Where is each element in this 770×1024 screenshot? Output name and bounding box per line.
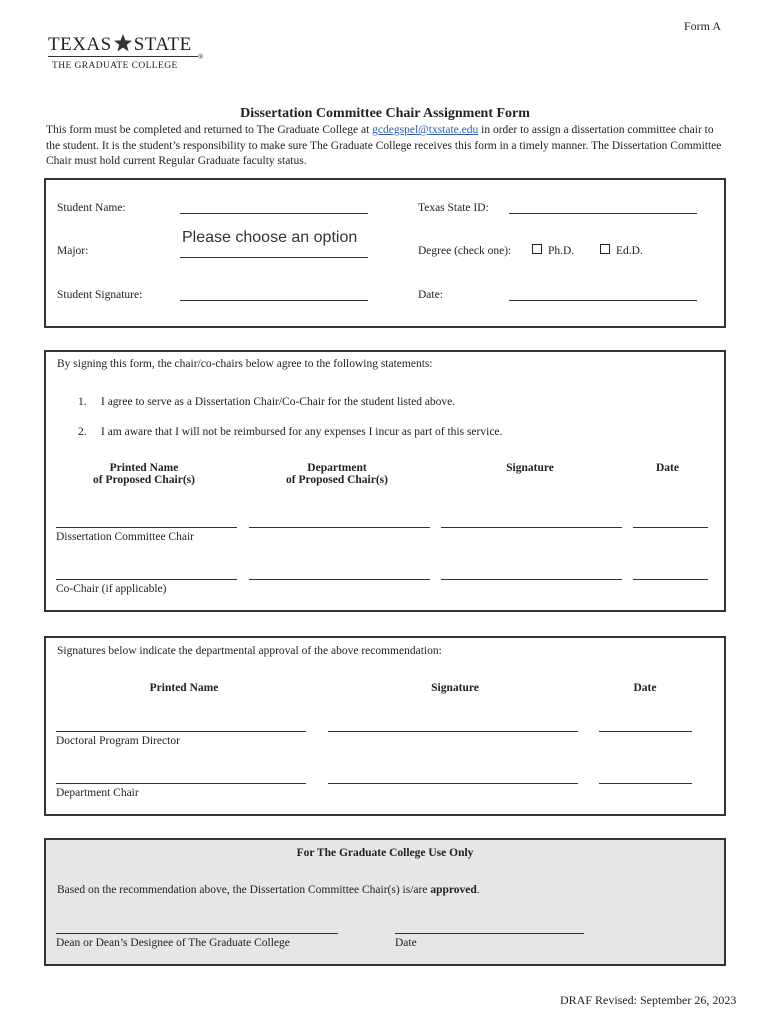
logo-subtitle: THE GRADUATE COLLEGE xyxy=(52,61,178,71)
chair-department-field[interactable] xyxy=(249,527,430,528)
col-printed-name-header xyxy=(64,462,224,486)
approval-keyword: approved xyxy=(430,884,477,896)
dept-col-date-header: Date xyxy=(633,682,657,694)
chair-intro: By signing this form, the chair/co-chairs below agree to the following statements: xyxy=(57,358,433,370)
statement-2-text: I am aware that I will not be reimbursed for any expenses I incur as part of this service. xyxy=(101,426,503,438)
intro-text-start: This form must be completed and returned to The Graduate College at xyxy=(46,124,373,136)
page-title: Dissertation Committee Chair Assignment Form xyxy=(240,106,530,121)
form-label: Form A xyxy=(684,19,722,33)
major-underline xyxy=(180,257,368,258)
statement-1-number: 1. xyxy=(78,396,87,408)
phd-option[interactable] xyxy=(532,245,574,257)
major-select[interactable]: Please choose an option xyxy=(182,229,358,246)
student-date-label: Date: xyxy=(418,289,443,301)
phd-label: Ph.D. xyxy=(548,245,575,257)
edd-checkbox[interactable] xyxy=(600,244,610,254)
col-printed-name-header-line2: of Proposed Chair(s) xyxy=(92,474,195,486)
statement-1-text: I agree to serve as a Dissertation Chair/Co-Chair for the student listed above. xyxy=(101,396,456,408)
dean-date-label: Date xyxy=(395,937,417,949)
student-signature-label: Student Signature: xyxy=(57,289,143,301)
student-signature-field[interactable] xyxy=(180,300,368,301)
intro-paragraph xyxy=(46,123,726,170)
major-label: Major: xyxy=(57,245,89,257)
dept-chair-row-label: Department Chair xyxy=(56,787,139,799)
col-department-header xyxy=(257,462,417,486)
approval-statement xyxy=(57,884,480,896)
dept-intro: Signatures below indicate the departmental approval of the above recommendation: xyxy=(57,645,442,657)
col-department-header-line1: Department xyxy=(307,462,367,474)
edd-option[interactable] xyxy=(600,245,643,257)
col-date-header: Date xyxy=(656,462,679,474)
texas-state-id-field[interactable] xyxy=(509,213,697,214)
approval-period: . xyxy=(476,884,480,896)
degree-label: Degree (check one): xyxy=(418,245,512,257)
logo-word-state: STATE xyxy=(133,34,192,55)
intro-text-end: in order to assign a dissertation committee chair to the student. It is the student’s responsibility to make sure The Graduate College receives this form in a timely manner. The Dissertation Committee Chair must hold current Regular Graduate faculty status. xyxy=(46,124,722,167)
col-printed-name-header-line1: Printed Name xyxy=(109,462,179,474)
director-row-label: Doctoral Program Director xyxy=(56,735,180,747)
director-signature-field[interactable] xyxy=(328,731,578,732)
dept-chair-signature-field[interactable] xyxy=(328,783,578,784)
email-link[interactable]: gcdegspel@txstate.edu xyxy=(372,124,479,136)
director-date-field[interactable] xyxy=(599,731,692,732)
student-name-label: Student Name: xyxy=(57,202,126,214)
cochair-signature-field[interactable] xyxy=(441,579,622,580)
director-name-field[interactable] xyxy=(56,731,306,732)
department-approval-section xyxy=(44,636,726,816)
cochair-department-field[interactable] xyxy=(249,579,430,580)
col-department-header-line2: of Proposed Chair(s) xyxy=(285,474,388,486)
revision-footer: DRAF Revised: September 26, 2023 xyxy=(560,993,737,1007)
texas-state-id-label: Texas State ID: xyxy=(418,202,489,214)
logo-word-texas: TEXAS xyxy=(48,34,112,55)
cochair-name-field[interactable] xyxy=(56,579,237,580)
dept-col-signature-header: Signature xyxy=(431,682,479,694)
phd-checkbox[interactable] xyxy=(532,244,542,254)
student-date-field[interactable] xyxy=(509,300,697,301)
registered-mark: ® xyxy=(198,53,204,61)
chair-date-field[interactable] xyxy=(633,527,708,528)
dept-chair-date-field[interactable] xyxy=(599,783,692,784)
office-use-heading: For The Graduate College Use Only xyxy=(296,847,474,859)
dept-col-printed-name-header: Printed Name xyxy=(149,682,219,694)
statement-2-number: 2. xyxy=(78,426,87,438)
cochair-date-field[interactable] xyxy=(633,579,708,580)
star-icon xyxy=(113,33,133,53)
dept-chair-name-field[interactable] xyxy=(56,783,306,784)
dean-date-field[interactable] xyxy=(395,933,584,934)
col-signature-header: Signature xyxy=(506,462,554,474)
edd-label: Ed.D. xyxy=(616,245,643,257)
chair-signature-field[interactable] xyxy=(441,527,622,528)
dean-label: Dean or Dean’s Designee of The Graduate College xyxy=(56,937,290,949)
approval-text: Based on the recommendation above, the Dissertation Committee Chair(s) is/are xyxy=(57,884,431,896)
chair-row-label: Dissertation Committee Chair xyxy=(56,531,194,543)
chair-name-field[interactable] xyxy=(56,527,237,528)
cochair-row-label: Co-Chair (if applicable) xyxy=(56,583,167,595)
texas-state-logo xyxy=(48,33,208,75)
student-name-field[interactable] xyxy=(180,213,368,214)
dean-signature-field[interactable] xyxy=(56,933,338,934)
